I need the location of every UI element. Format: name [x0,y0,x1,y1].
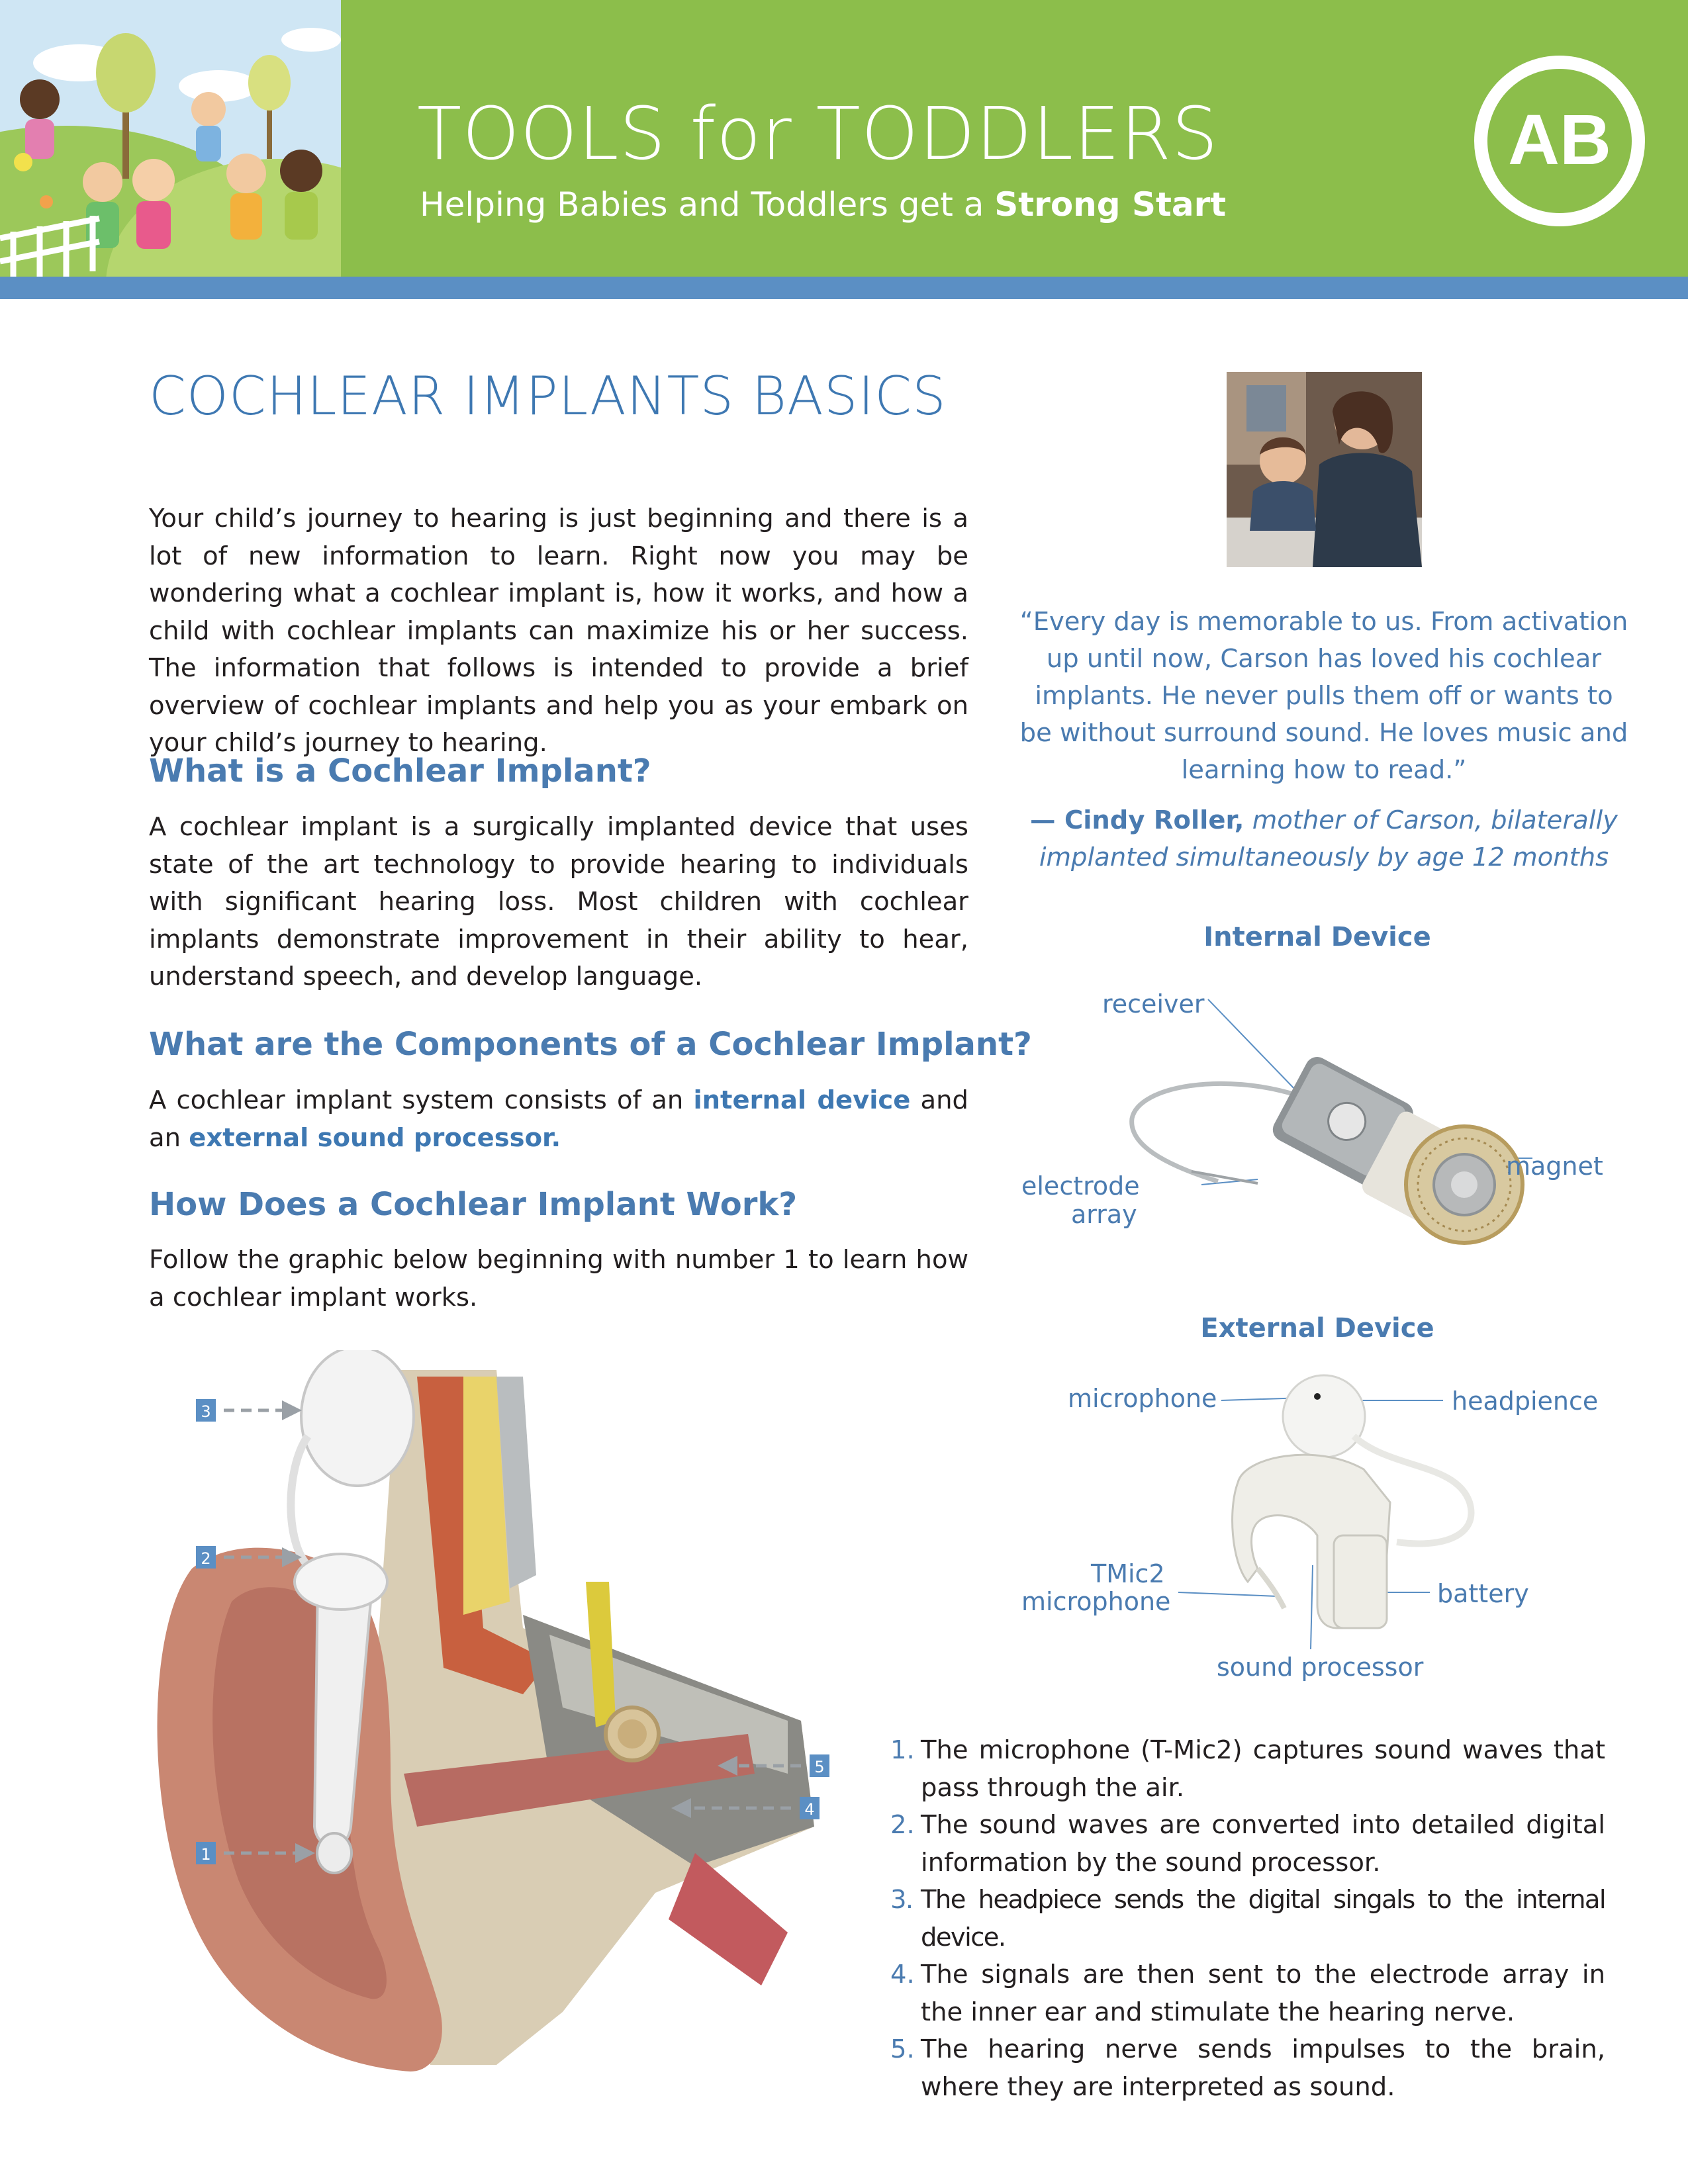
headpiece-callout: headpience [1452,1387,1599,1416]
step-text: The hearing nerve sends impulses to the brain, where they are interpreted as sound. [921,2034,1605,2102]
heading-what-is: What is a Cochlear Implant? [149,752,651,790]
what-is-paragraph: A cochlear implant is a surgically implanted device that uses state of the art technology to provide hearing to individuals with significant hearing loss. Most children with cochlear implants demonstrate improvement in their ability to hear, understand speech, and develop language. [149,812,968,991]
tmic2-microphone-callout: microphone [1021,1587,1171,1616]
header-subtitle [420,185,1226,224]
ab-logo [1473,54,1646,228]
step-number: 2. [890,1810,915,1840]
step-text: The headpiece sends the digital singals to the internal device. [921,1885,1605,1952]
header-subtitle-bold: Strong Start [994,185,1227,224]
array-callout: array [1071,1200,1137,1229]
svg-text:1: 1 [201,1845,211,1864]
ear-cross-section-illustration [152,1350,907,2078]
svg-text:3: 3 [201,1402,211,1421]
internal-device-label: Internal Device [1203,922,1431,952]
electrode-callout: electrode [1021,1171,1140,1201]
header-subtitle-text: Helping Babies and Toddlers get a [420,185,984,224]
page-title: COCHLEAR IMPLANTS BASICS [149,365,947,427]
step-number: 4. [890,1960,915,1989]
step-text: The signals are then sent to the electrode array in the inner ear and stimulate the hearing nerve. [921,1960,1605,2027]
intro-paragraph: Your child’s journey to hearing is just beginning and there is a lot of new information to learn. Right now you may be wondering what a cochlear implant is, how it works, and how a child with cochlear implants can maximize his or her success. The information that follows is intended to provide a brief overview of cochlear implants and help you as your embark on your child’s journey to hearing. [149,504,968,758]
mother-child-photo [1227,372,1422,567]
step-number: 5. [890,2034,915,2064]
step-number: 1. [890,1735,915,1765]
step-item [890,1807,1605,1882]
logo-text: AB [1508,99,1611,179]
attribution-description: mother of Carson, bilaterally implanted simultaneously by age 12 months [1039,805,1618,872]
external-device-label: External Device [1200,1313,1434,1343]
svg-text:4: 4 [804,1800,815,1819]
svg-text:5: 5 [814,1758,825,1776]
battery-callout: battery [1437,1579,1529,1608]
step-text: The microphone (T-Mic2) captures sound waves that pass through the air. [921,1735,1605,1803]
heading-how-it-works: How Does a Cochlear Implant Work? [149,1186,798,1223]
components-paragraph [149,1082,968,1157]
receiver-callout: receiver [1102,989,1205,1019]
attribution-name: — Cindy Roller, [1030,805,1244,835]
child-figure [132,159,175,249]
toddlers-illustration [0,0,341,277]
step-item [890,2031,1605,2106]
header-divider-band [0,277,1688,299]
heading-components: What are the Components of a Cochlear Implant? [149,1026,1032,1063]
how-it-works-steps [890,1732,1605,2106]
components-text: A cochlear implant system consists of an [149,1085,684,1115]
step-number: 3. [890,1885,913,1915]
testimonial-attribution [1019,802,1628,876]
components-text: and an [149,1085,968,1153]
sound-processor-callout: sound processor [1217,1653,1424,1682]
step-item [890,1956,1605,2031]
step-text: The sound waves are converted into detailed digital information by the sound processor. [921,1810,1605,1878]
ear-marker-3 [196,1399,298,1422]
svg-text:2: 2 [201,1549,211,1568]
step-item [890,1732,1605,1807]
testimonial-quote: “Every day is memorable to us. From activation up until now, Carson has loved his cochlear implants. He never pulls them off or wants to be without surround sound. He loves music and learning how to read.” [1019,607,1628,785]
internal-device-highlight: internal device [693,1085,911,1115]
step-item [890,1882,1605,1956]
magnet-callout: magnet [1506,1152,1603,1181]
child-figure [83,162,122,248]
child-figure [226,154,266,240]
how-it-works-paragraph: Follow the graphic below beginning with number 1 to learn how a cochlear implant works. [149,1245,968,1312]
microphone-callout: microphone [1068,1384,1217,1413]
tmic2-callout: TMic2 [1091,1559,1165,1588]
header-title: TOOLS for TODDLERS [417,91,1219,176]
external-processor-highlight: external sound processor. [189,1122,561,1153]
